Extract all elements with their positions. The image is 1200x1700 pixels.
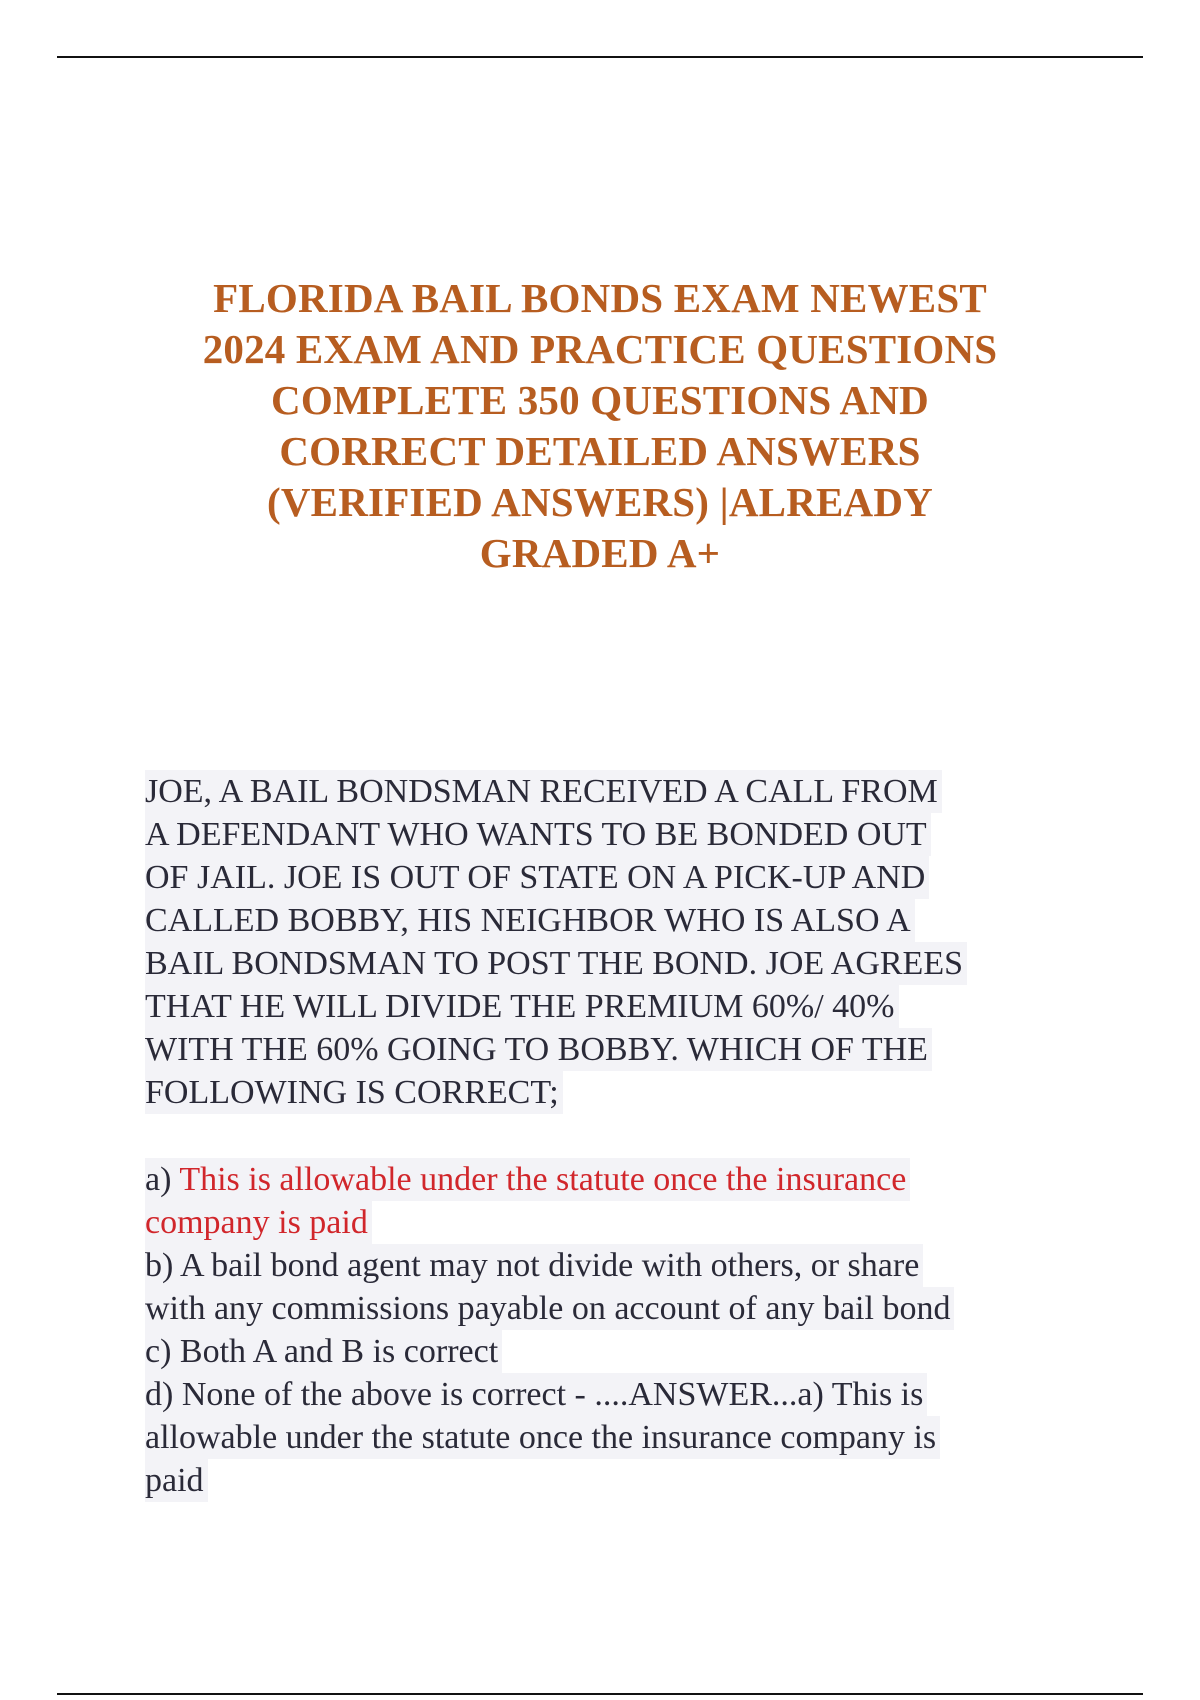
answer-cont: paid: [145, 1459, 208, 1502]
question-line: BAIL BONDSMAN TO POST THE BOND. JOE AGREES: [145, 942, 967, 985]
question-line: A DEFENDANT WHO WANTS TO BE BONDED OUT: [145, 813, 931, 856]
question-text: [145, 770, 1075, 1114]
title-line: (VERIFIED ANSWERS) |ALREADY: [267, 479, 933, 525]
answer-cont: allowable under the statute once the insurance company is: [145, 1416, 940, 1459]
option-a-text: This is allowable under the statute once the insurance: [179, 1161, 907, 1198]
question-line: CALLED BOBBY, HIS NEIGHBOR WHO IS ALSO A: [145, 899, 915, 942]
option-a: [145, 1158, 1075, 1201]
title-line: FLORIDA BAIL BONDS EXAM NEWEST: [213, 275, 987, 321]
option-a-text-cont: company is paid: [145, 1201, 372, 1244]
question-line: JOE, A BAIL BONDSMAN RECEIVED A CALL FROM: [145, 770, 942, 813]
question-line: OF JAIL. JOE IS OUT OF STATE ON A PICK-UP AND: [145, 856, 929, 899]
option-d: d) None of the above is correct - ....ANSWER...a) This is: [145, 1373, 927, 1416]
title-line: 2024 EXAM AND PRACTICE QUESTIONS: [202, 326, 998, 372]
answer-options: [145, 1158, 1075, 1502]
title-line: COMPLETE 350 QUESTIONS AND: [271, 377, 929, 423]
title-line: CORRECT DETAILED ANSWERS: [279, 428, 921, 474]
question-line: FOLLOWING IS CORRECT;: [145, 1071, 563, 1114]
option-b-cont: with any commissions payable on account of any bail bond: [145, 1287, 954, 1330]
title-line: GRADED A+: [479, 530, 721, 576]
question-line: THAT HE WILL DIVIDE THE PREMIUM 60%/ 40%: [145, 985, 899, 1028]
top-rule: [57, 56, 1143, 58]
document-title: [100, 273, 1100, 579]
question-line: WITH THE 60% GOING TO BOBBY. WHICH OF THE: [145, 1028, 932, 1071]
option-b: b) A bail bond agent may not divide with others, or share: [145, 1244, 923, 1287]
option-c: c) Both A and B is correct: [145, 1330, 502, 1373]
option-a-prefix: a): [145, 1161, 180, 1198]
bottom-rule: [57, 1693, 1143, 1695]
